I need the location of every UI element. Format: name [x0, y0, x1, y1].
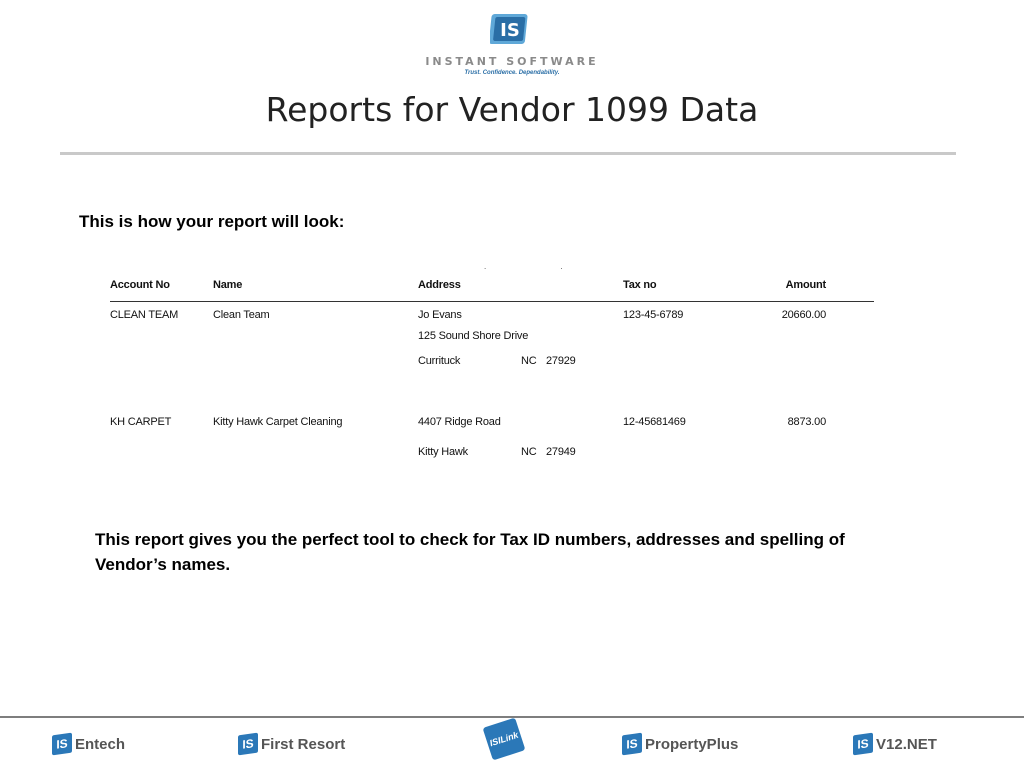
row-state: NC [521, 446, 537, 458]
row-city: Kitty Hawk [418, 446, 468, 458]
row-name: Kitty Hawk Carpet Cleaning [213, 416, 343, 428]
title-divider [60, 152, 956, 155]
row-city: Currituck [418, 355, 461, 367]
header-tax-no: Tax no [623, 279, 657, 291]
row-account-no: KH CARPET [110, 416, 172, 428]
row-tax-no: 12-45681469 [623, 416, 686, 428]
row-state: NC [521, 355, 537, 367]
header-amount: Amount [785, 279, 826, 291]
brand-first-resort [238, 734, 345, 754]
row-zip: 27929 [546, 355, 576, 367]
row-zip: 27949 [546, 446, 576, 458]
brand-propertyplus [622, 734, 738, 754]
page-title: Reports for Vendor 1099 Data [265, 90, 759, 129]
header-name: Name [213, 279, 243, 291]
is-logo-icon [490, 12, 534, 53]
brand-label: Entech [75, 735, 126, 753]
logo-company-name: INSTANT SOFTWARE [425, 55, 599, 68]
is-brand-icon: IS [238, 733, 258, 756]
logo-tagline: Trust. Confidence. Dependability. [464, 70, 560, 76]
row-amount: 8873.00 [787, 416, 826, 428]
brand-label: First Resort [261, 735, 346, 753]
header-account-no: Account No [110, 279, 170, 291]
brand-label: PropertyPlus [645, 735, 739, 753]
row-name: Clean Team [213, 309, 270, 321]
is-brand-icon: IS [622, 733, 642, 756]
row-address-line1: Jo Evans [418, 309, 462, 321]
header-address: Address [418, 279, 461, 291]
report-sample [110, 262, 874, 472]
row-address-line2: 125 Sound Shore Drive [418, 330, 529, 342]
header-rule [110, 301, 874, 302]
is-brand-icon: IS [853, 733, 873, 756]
is-brand-icon: IS [52, 733, 72, 756]
isilink-logo-icon: ISILink [483, 718, 526, 761]
row-tax-no: 123-45-6789 [623, 309, 684, 321]
brand-entech [52, 734, 125, 754]
brand-v12-net [853, 734, 937, 754]
row-amount: 20660.00 [781, 309, 826, 321]
report-dots: . . [484, 262, 599, 271]
summary-text: This report gives you the perfect tool to check for Tax ID numbers, addresses and spelling of Vendor’s names. [95, 530, 845, 574]
instant-software-logo [0, 12, 1024, 76]
row-account-no: CLEAN TEAM [110, 309, 179, 321]
brand-label: V12.NET [876, 735, 937, 753]
footer-brand-bar [0, 718, 1024, 768]
row-address-line1: 4407 Ridge Road [418, 416, 501, 428]
svg-text:IS: IS [500, 20, 520, 41]
intro-text: This is how your report will look: [79, 212, 345, 231]
